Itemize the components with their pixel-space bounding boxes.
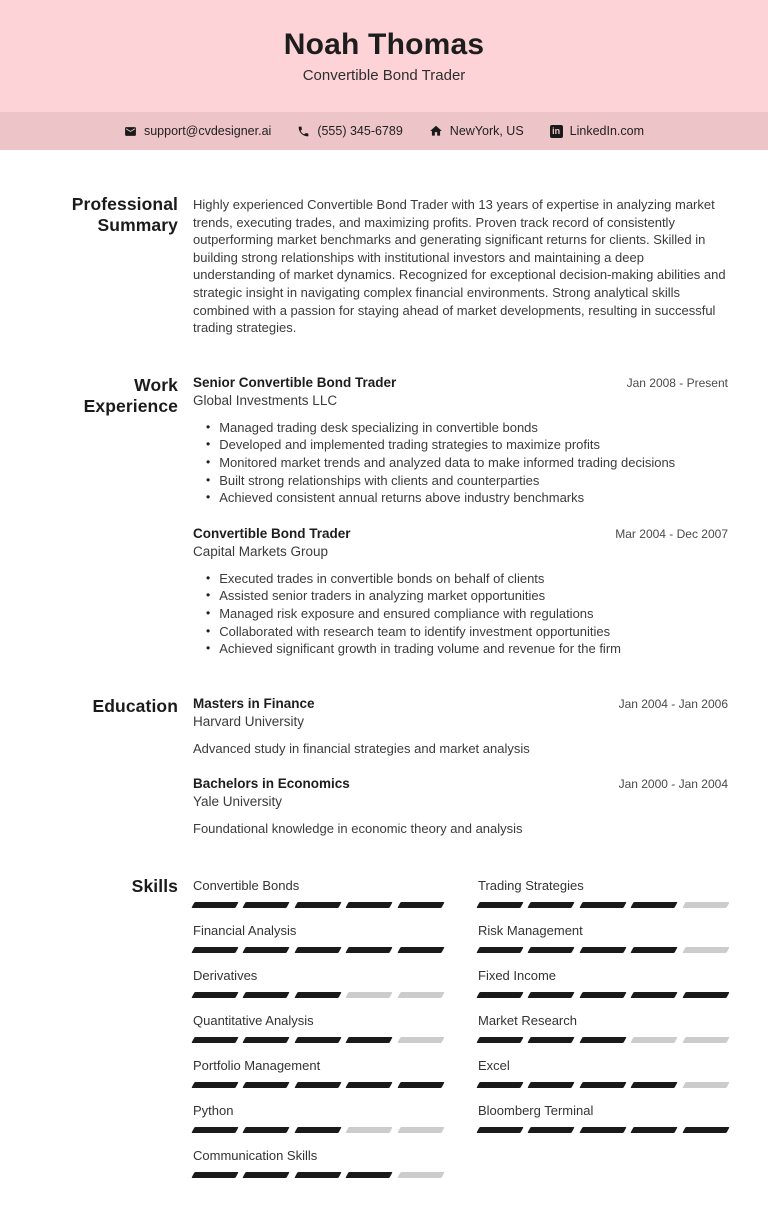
skill-segment-empty [682, 1082, 730, 1088]
skill-item [478, 968, 728, 998]
skills-grid [193, 876, 728, 1193]
bullet-dot: • [206, 454, 211, 469]
skill-segment-filled [243, 1037, 291, 1043]
skill-segment-filled [294, 992, 342, 998]
education-dates: Jan 2004 - Jan 2006 [618, 696, 728, 711]
job-bullet-text: Achieved significant growth in trading volume and revenue for the firm [219, 641, 621, 657]
skill-segment-empty [631, 1037, 679, 1043]
education-entry-header [193, 696, 728, 711]
education-entry [193, 696, 728, 758]
skill-segment-empty [682, 1037, 730, 1043]
job-bullet-text: Executed trades in convertible bonds on behalf of clients [219, 570, 545, 586]
skill-item [478, 878, 728, 908]
bullet-dot: • [206, 570, 211, 585]
skill-segment-filled [243, 902, 291, 908]
education-description: Foundational knowledge in economic theory and analysis [193, 821, 523, 837]
skill-level-bar [193, 1172, 443, 1178]
skill-segment-filled [476, 902, 524, 908]
job-bullet-text: Managed trading desk specializing in convertible bonds [219, 419, 538, 435]
section-professional-summary [48, 194, 728, 337]
skill-level-bar [478, 1082, 728, 1088]
job-bullet-text: Collaborated with research team to identify investment opportunities [219, 623, 611, 639]
skill-segment-filled [243, 1127, 291, 1133]
bullet-dot: • [206, 472, 211, 487]
skill-segment-filled [579, 1082, 627, 1088]
skill-segment-filled [191, 1172, 239, 1178]
degree-title: Bachelors in Economics [193, 776, 350, 792]
skills-heading: Skills [131, 875, 178, 896]
skill-item [193, 968, 443, 998]
contact-linkedin-text: LinkedIn.com [569, 124, 645, 138]
skill-segment-filled [397, 902, 445, 908]
skill-segment-filled [528, 902, 576, 908]
contact-location-text: NewYork, US [449, 124, 524, 138]
bullet-dot: • [206, 490, 211, 505]
contact-email[interactable] [124, 124, 271, 138]
skill-segment-filled [528, 1127, 576, 1133]
work-entries [193, 375, 728, 658]
skill-segment-filled [397, 1082, 445, 1088]
skill-item [478, 1103, 728, 1133]
skill-name: Excel [478, 1057, 510, 1073]
skill-name: Trading Strategies [478, 877, 584, 893]
skill-name: Portfolio Management [193, 1057, 321, 1073]
bullet-dot: • [206, 588, 211, 603]
job-bullet [206, 605, 728, 623]
education-entries [193, 696, 728, 838]
job-bullet-text: Assisted senior traders in analyzing market opportunities [219, 588, 546, 604]
skill-item [193, 1058, 443, 1088]
skill-segment-filled [579, 1127, 627, 1133]
skill-level-bar [478, 902, 728, 908]
skill-level-bar [193, 1082, 443, 1088]
education-heading: Education [92, 695, 178, 716]
job-company: Global Investments LLC [193, 392, 338, 408]
skill-item [193, 1013, 443, 1043]
job-bullet [206, 587, 728, 605]
job-title: Convertible Bond Trader [193, 525, 351, 541]
skill-segment-filled [528, 947, 576, 953]
job-bullet [206, 640, 728, 658]
skill-level-bar [193, 1037, 443, 1043]
education-description: Advanced study in financial strategies and market analysis [193, 740, 530, 756]
skill-segment-filled [579, 992, 627, 998]
skill-segment-empty [397, 1172, 445, 1178]
skill-segment-filled [346, 947, 394, 953]
job-bullet-text: Developed and implemented trading strategies to maximize profits [219, 437, 601, 453]
skill-segment-empty [682, 947, 730, 953]
job-bullet-text: Achieved consistent annual returns above industry benchmarks [219, 490, 585, 506]
skill-segment-filled [294, 947, 342, 953]
education-entry-header [193, 776, 728, 791]
email-icon [124, 125, 137, 138]
summary-text: Highly experienced Convertible Bond Trader with 13 years of expertise in analyzing market trends, executing trades, and maximizing profits. Proven track record of consistently outperforming market benchmarks and generating significant returns for clients. Skilled in building strong relationships with institutional investors and maintaining a deep understanding of market dynamics. Recognized for exceptional decision-making abilities and strategic insight in navigating complex financial environments. Strong analytical skills combined with a passion for staying ahead of market developments, resulting in successful trading strategies. [193, 197, 726, 336]
bullet-dot: • [206, 419, 211, 434]
skill-level-bar [193, 902, 443, 908]
skill-segment-filled [476, 947, 524, 953]
skill-level-bar [478, 1127, 728, 1133]
job-title: Senior Convertible Bond Trader [193, 374, 397, 390]
work-entry [193, 375, 728, 507]
skill-segment-filled [191, 992, 239, 998]
bullet-dot: • [206, 623, 211, 638]
skill-segment-filled [682, 992, 730, 998]
skill-segment-empty [682, 902, 730, 908]
skill-segment-filled [294, 1037, 342, 1043]
skill-item [193, 1103, 443, 1133]
skill-name: Fixed Income [478, 967, 557, 983]
linkedin-icon: in [550, 125, 563, 138]
skill-name: Bloomberg Terminal [478, 1102, 594, 1118]
skill-segment-filled [528, 1037, 576, 1043]
skill-segment-filled [243, 992, 291, 998]
resume-header [0, 0, 768, 112]
skill-level-bar [193, 992, 443, 998]
skill-segment-filled [397, 947, 445, 953]
skill-segment-filled [682, 1127, 730, 1133]
skill-segment-filled [346, 1037, 394, 1043]
skill-item [193, 1148, 443, 1178]
work-entry-header [193, 526, 728, 541]
skill-segment-filled [631, 1082, 679, 1088]
skill-segment-empty [397, 1037, 445, 1043]
bullet-dot: • [206, 605, 211, 620]
job-dates: Mar 2004 - Dec 2007 [615, 526, 728, 541]
skill-segment-filled [579, 902, 627, 908]
skill-segment-filled [191, 1082, 239, 1088]
job-dates: Jan 2008 - Present [626, 375, 728, 390]
work-entry [193, 526, 728, 658]
section-education [48, 696, 728, 838]
summary-heading: Professional Summary [71, 194, 178, 236]
work-heading: Work Experience [83, 374, 178, 417]
education-dates: Jan 2000 - Jan 2004 [618, 777, 728, 792]
skill-segment-filled [528, 1082, 576, 1088]
skill-name: Derivatives [193, 967, 258, 983]
skill-name: Convertible Bonds [193, 877, 300, 893]
skill-name: Market Research [478, 1012, 577, 1028]
home-icon [429, 124, 443, 138]
job-bullet [206, 623, 728, 641]
candidate-job-title: Convertible Bond Trader [302, 67, 466, 85]
job-bullet [206, 489, 728, 507]
degree-title: Masters in Finance [193, 695, 315, 711]
contact-phone [297, 124, 402, 138]
skill-segment-filled [476, 1037, 524, 1043]
skill-item [478, 1058, 728, 1088]
section-skills [48, 876, 728, 1193]
skill-segment-filled [476, 1127, 524, 1133]
skill-level-bar [478, 992, 728, 998]
job-bullet-list [193, 419, 728, 507]
skill-segment-filled [346, 902, 394, 908]
school-name: Harvard University [193, 713, 305, 729]
skill-name: Risk Management [478, 922, 583, 938]
skill-segment-empty [346, 992, 394, 998]
skill-segment-filled [191, 902, 239, 908]
job-bullet-text: Monitored market trends and analyzed data to make informed trading decisions [219, 454, 676, 470]
bullet-dot: • [206, 641, 211, 656]
skill-segment-filled [476, 1082, 524, 1088]
job-bullet [206, 472, 728, 490]
skill-segment-filled [346, 1172, 394, 1178]
skill-segment-filled [294, 902, 342, 908]
skill-segment-filled [631, 1127, 679, 1133]
skill-segment-filled [579, 947, 627, 953]
contact-phone-text: (555) 345-6789 [317, 124, 403, 138]
bullet-dot: • [206, 437, 211, 452]
skill-segment-filled [243, 1082, 291, 1088]
skill-segment-filled [191, 947, 239, 953]
job-bullet-text: Managed risk exposure and ensured compliance with regulations [219, 605, 594, 621]
job-bullet [206, 419, 728, 437]
skill-item [193, 923, 443, 953]
contact-bar [0, 112, 768, 150]
skill-segment-empty [397, 992, 445, 998]
skill-segment-empty [397, 1127, 445, 1133]
skill-segment-filled [243, 947, 291, 953]
contact-linkedin[interactable] [550, 124, 644, 138]
work-entry-header [193, 375, 728, 390]
education-entry [193, 776, 728, 838]
skill-level-bar [193, 1127, 443, 1133]
skill-level-bar [193, 947, 443, 953]
skill-segment-filled [631, 992, 679, 998]
skill-level-bar [478, 1037, 728, 1043]
skill-name: Financial Analysis [193, 922, 297, 938]
skills-column-right [478, 878, 728, 1193]
job-bullet-list [193, 570, 728, 658]
skill-segment-filled [528, 992, 576, 998]
skill-item [478, 923, 728, 953]
skill-name: Communication Skills [193, 1147, 318, 1163]
skill-segment-filled [346, 1082, 394, 1088]
skill-item [193, 878, 443, 908]
resume-body [0, 150, 768, 1221]
candidate-name: Noah Thomas [283, 27, 485, 61]
skill-segment-filled [191, 1127, 239, 1133]
phone-icon [297, 125, 310, 138]
skill-segment-filled [631, 902, 679, 908]
job-bullet [206, 454, 728, 472]
skills-column-left [193, 878, 443, 1193]
skill-name: Quantitative Analysis [193, 1012, 314, 1028]
skill-segment-filled [243, 1172, 291, 1178]
contact-email-text: support@cvdesigner.ai [143, 124, 272, 138]
section-work-experience [48, 375, 728, 658]
skill-segment-filled [631, 947, 679, 953]
skill-segment-filled [476, 992, 524, 998]
skill-level-bar [478, 947, 728, 953]
skill-segment-filled [294, 1082, 342, 1088]
skill-segment-filled [191, 1037, 239, 1043]
skill-segment-filled [579, 1037, 627, 1043]
skill-segment-filled [294, 1127, 342, 1133]
skill-name: Python [193, 1102, 234, 1118]
job-bullet [206, 436, 728, 454]
school-name: Yale University [193, 794, 283, 810]
skill-item [478, 1013, 728, 1043]
skill-segment-empty [346, 1127, 394, 1133]
job-bullet [206, 570, 728, 588]
job-bullet-text: Built strong relationships with clients and counterparties [219, 472, 540, 488]
contact-location [429, 124, 524, 138]
skill-segment-filled [294, 1172, 342, 1178]
job-company: Capital Markets Group [193, 543, 329, 559]
